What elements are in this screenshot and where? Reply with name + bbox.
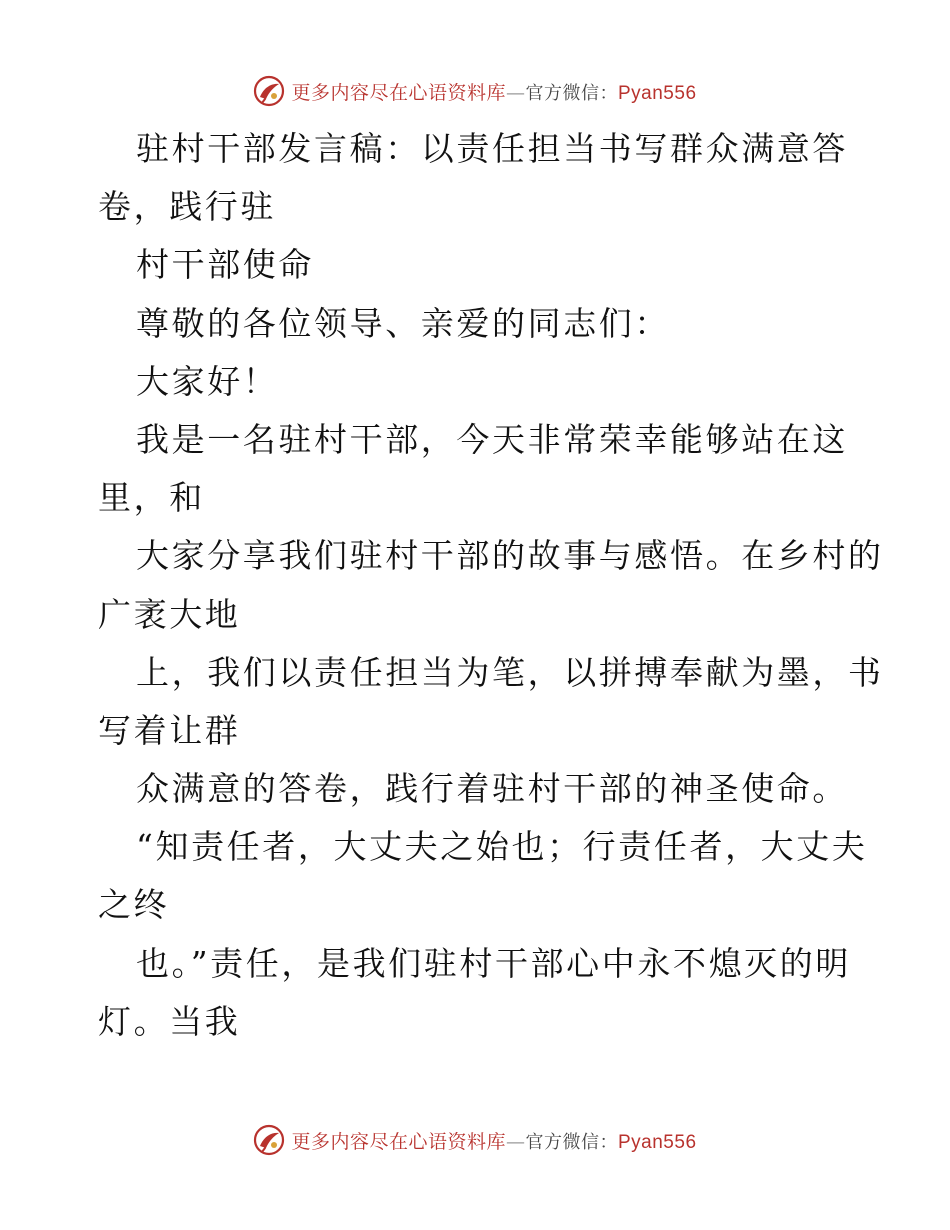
footer-brand-text: 更多内容尽在心语资料库 (291, 1130, 506, 1153)
text-line: 灯。当我 (98, 1001, 241, 1041)
footer-brand-line (291, 1127, 696, 1154)
text-line: 大家分享我们驻村干部的故事与感悟。在乡村的 (136, 536, 884, 576)
text-line: 上，我们以责任担当为笔，以拼搏奉献为墨，书 (136, 652, 884, 692)
footer-separator: — (506, 1130, 526, 1153)
text-line: 村干部使命 (136, 245, 314, 285)
text-line: 大家好！ (136, 361, 279, 401)
header-separator: — (506, 81, 526, 104)
header-brand-line (291, 78, 696, 105)
text-line: 我是一名驻村干部，今天非常荣幸能够站在这 (136, 419, 848, 459)
brand-logo-icon (253, 1124, 285, 1156)
header-banner (0, 71, 950, 111)
text-line: 广袤大地 (98, 594, 241, 634)
text-line: 尊敬的各位领导、亲爱的同志们： (136, 303, 670, 343)
text-line: 众满意的答卷，践行着驻村干部的神圣使命。 (136, 769, 848, 809)
header-wechat-label: 官方微信： (525, 82, 618, 104)
footer-banner (0, 1120, 950, 1160)
text-line: 也。”责任，是我们驻村干部心中永不熄灭的明 (136, 943, 851, 983)
footer-wechat-label: 官方微信： (525, 1131, 618, 1153)
text-line: 里，和 (98, 478, 205, 518)
footer-wechat-id: Pyan556 (618, 1131, 697, 1153)
header-brand-text: 更多内容尽在心语资料库 (291, 81, 506, 104)
text-line: 写着让群 (98, 710, 241, 750)
header-banner-content (253, 75, 696, 107)
footer-banner-content (253, 1124, 696, 1156)
text-line: 卷，践行驻 (98, 187, 276, 227)
text-line: 之终 (98, 885, 170, 925)
brand-logo-icon (253, 75, 285, 107)
text-line: “知责任者，大丈夫之始也；行责任者，大丈夫 (136, 827, 868, 867)
text-line: 驻村干部发言稿：以责任担当书写群众满意答 (136, 129, 848, 168)
document-body (98, 120, 884, 1051)
header-wechat-id: Pyan556 (618, 82, 697, 104)
